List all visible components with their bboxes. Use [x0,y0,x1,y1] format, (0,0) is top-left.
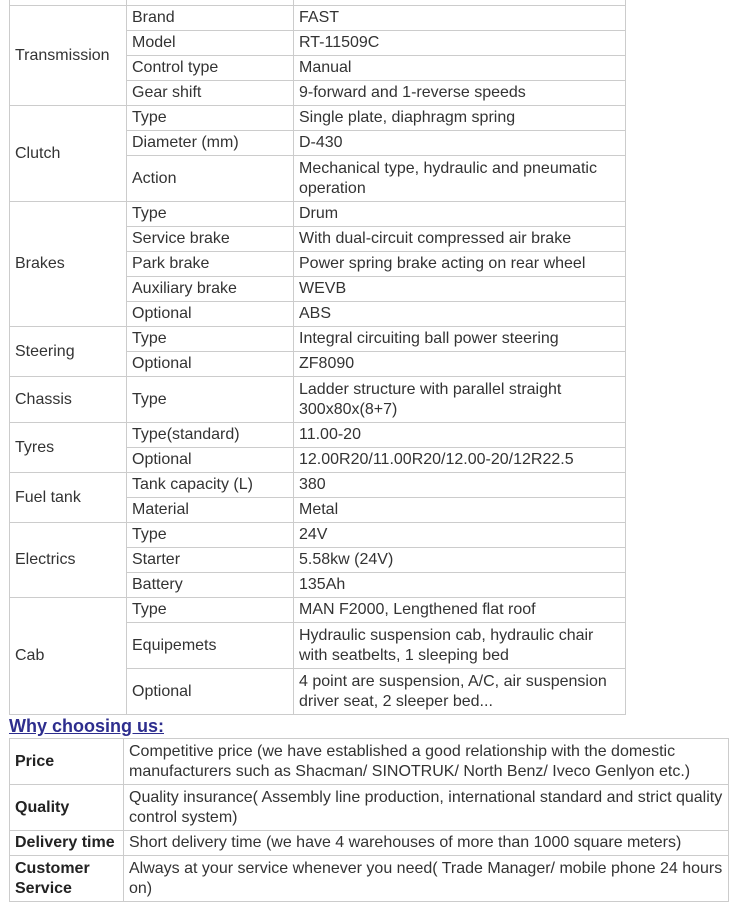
spec-value: Manual [294,56,626,81]
spec-value: FAST [294,6,626,31]
spec-key: Type [127,106,294,131]
spec-value: 5.58kw (24V) [294,548,626,573]
spec-value: 9-forward and 1-reverse speeds [294,81,626,106]
spec-group: Electrics [10,523,127,598]
why-choosing-heading: Why choosing us: [9,716,164,736]
spec-row [10,598,626,623]
spec-key: Type [127,327,294,352]
spec-key: Starter [127,548,294,573]
spec-value: Hydraulic suspension cab, hydraulic chair with seatbelts, 1 sleeping bed [294,623,626,669]
spec-group: Tyres [10,423,127,473]
spec-value: Single plate, diaphragm spring [294,106,626,131]
why-value: Quality insurance( Assembly line production, international standard and strict quality control system) [124,785,729,831]
spec-key: Optional [127,669,294,715]
spec-value: 11.00-20 [294,423,626,448]
spec-value: D-430 [294,131,626,156]
spec-key: Control type [127,56,294,81]
spec-value: ZF8090 [294,352,626,377]
spec-key: Type [127,377,294,423]
spec-table [9,0,626,715]
spec-key: Tank capacity (L) [127,473,294,498]
spec-row [10,202,626,227]
why-table [9,738,729,902]
spec-key: Optional [127,448,294,473]
spec-key: Equipemets [127,623,294,669]
spec-row [10,106,626,131]
why-value: Short delivery time (we have 4 warehouses of more than 1000 square meters) [124,831,729,856]
spec-value: 12.00R20/11.00R20/12.00-20/12R22.5 [294,448,626,473]
spec-value: MAN F2000, Lengthened flat roof [294,598,626,623]
spec-key: Gear shift [127,81,294,106]
spec-value: Mechanical type, hydraulic and pneumatic operation [294,156,626,202]
why-key: Quality [10,785,124,831]
spec-key: Brand [127,6,294,31]
why-row [10,831,729,856]
spec-value: 380 [294,473,626,498]
spec-value: 4 point are suspension, A/C, air suspension driver seat, 2 sleeper bed... [294,669,626,715]
spec-value: 24V [294,523,626,548]
spec-key: Type [127,202,294,227]
spec-row [10,523,626,548]
spec-value: Integral circuiting ball power steering [294,327,626,352]
spec-value: With dual-circuit compressed air brake [294,227,626,252]
spec-row [10,327,626,352]
spec-row [10,423,626,448]
spec-group: Chassis [10,377,127,423]
why-row [10,856,729,902]
spec-key: Type [127,598,294,623]
why-value: Always at your service whenever you need( Trade Manager/ mobile phone 24 hours on) [124,856,729,902]
spec-key: Type [127,523,294,548]
spec-key: Park brake [127,252,294,277]
spec-key: Action [127,156,294,202]
spec-value: Power spring brake acting on rear wheel [294,252,626,277]
spec-group: Transmission [10,6,127,106]
spec-key: Optional [127,352,294,377]
spec-group: Steering [10,327,127,377]
spec-group: Fuel tank [10,473,127,523]
spec-value: 135Ah [294,573,626,598]
why-key: Customer Service [10,856,124,902]
why-row [10,739,729,785]
spec-key: Type(standard) [127,423,294,448]
spec-row [10,473,626,498]
spec-key: Model [127,31,294,56]
spec-value: Drum [294,202,626,227]
why-value: Competitive price (we have established a good relationship with the domestic manufacturers such as Shacman/ SINOTRUK/ North Benz/ Iveco Genlyon etc.) [124,739,729,785]
spec-row [10,6,626,31]
spec-value: RT-11509C [294,31,626,56]
spec-key: Service brake [127,227,294,252]
why-key: Delivery time [10,831,124,856]
spec-group: Brakes [10,202,127,327]
why-row [10,785,729,831]
why-key: Price [10,739,124,785]
spec-key: Auxiliary brake [127,277,294,302]
spec-key: Optional [127,302,294,327]
spec-value: ABS [294,302,626,327]
spec-value: Ladder structure with parallel straight 300x80x(8+7) [294,377,626,423]
spec-value: WEVB [294,277,626,302]
spec-key: Diameter (mm) [127,131,294,156]
spec-group: Cab [10,598,127,715]
spec-value: Metal [294,498,626,523]
spec-key: Material [127,498,294,523]
spec-key: Battery [127,573,294,598]
spec-row [10,377,626,423]
spec-group: Clutch [10,106,127,202]
